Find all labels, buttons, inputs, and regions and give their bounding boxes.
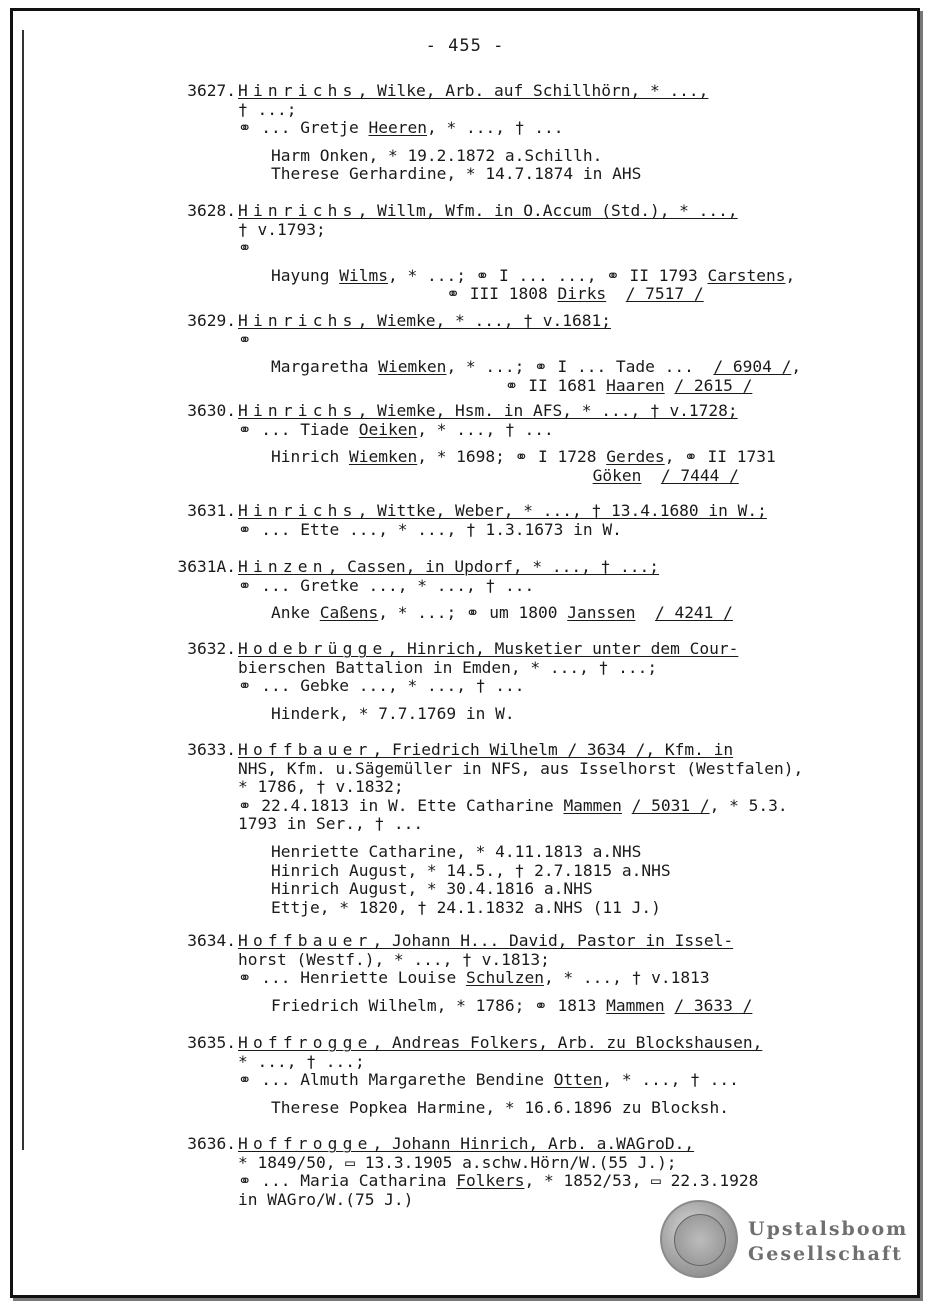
page-number: - 455 - <box>425 36 505 56</box>
entry-body <box>238 932 752 1015</box>
entry-line <box>238 677 738 696</box>
surname-heading: Hoffrogge <box>238 1033 373 1052</box>
text-segment: , * 1698; ⚭ I 1728 <box>417 447 607 467</box>
cross-reference: / 3634 / <box>567 740 646 759</box>
surname-heading: Hoffrogge <box>238 1134 373 1153</box>
entry-line <box>238 82 708 101</box>
entry-number: 3629. <box>187 311 236 330</box>
text-segment: Ettje, * 1820, † 24.1.1832 a.NHS (11 J.) <box>271 897 661 917</box>
text-segment <box>271 466 593 485</box>
text-segment: bierschen Battalion in Emden, * ..., † ...; <box>238 657 658 677</box>
text-segment: Hinrich <box>271 447 349 467</box>
text-segment: ⚭ ... Gretje <box>238 118 369 138</box>
text-segment: * 1786, † v.1832; <box>238 777 404 797</box>
child-line <box>271 1099 762 1118</box>
text-segment <box>665 376 675 395</box>
surname-heading: Hodebrügge <box>238 639 388 658</box>
entry-line <box>238 221 795 240</box>
entry-body <box>238 202 795 304</box>
child-line <box>271 899 803 918</box>
underlined-name: Heeren <box>368 118 427 138</box>
entry-body <box>238 82 708 184</box>
underlined-name: Oeiken <box>358 419 418 439</box>
text-segment: Margaretha <box>271 357 379 377</box>
text-segment: NHS, Kfm. u.Sägemüller in NFS, aus Isselhorst (Westfalen), <box>238 758 804 778</box>
entry-number: 3630. <box>187 401 236 420</box>
surname-heading: Hinrichs <box>238 311 358 330</box>
entry-line <box>238 1053 762 1072</box>
text-segment: , ⚭ II 1731 <box>664 447 776 467</box>
text-segment: † ...; <box>238 99 297 119</box>
text-segment: horst (Westf.), * ..., † v.1813; <box>238 949 550 969</box>
child-line <box>271 604 733 623</box>
text-segment: Therese Popkea Harmine, * 16.6.1896 zu Blocksh. <box>271 1097 730 1117</box>
entry-line <box>238 521 767 540</box>
entry-line <box>238 1034 762 1053</box>
entry-number: 3635. <box>187 1033 236 1052</box>
entry-line <box>238 1154 758 1173</box>
child-line <box>271 358 801 377</box>
text-segment: , * ...; ⚭ um 1800 <box>378 603 568 623</box>
surname-heading: Hoffbauer <box>238 740 373 759</box>
brand-line-1: Upstalsboom <box>748 1218 909 1240</box>
entry-line <box>238 778 803 797</box>
text-segment: 1793 in Ser., † ... <box>238 814 424 834</box>
entry-line <box>238 1071 762 1090</box>
entry-line <box>238 502 767 521</box>
underlined-name: , Willm, Wfm. in O.Accum (Std.), * ..., <box>357 201 738 220</box>
text-segment: , * ...; ⚭ I ... Tade ... <box>446 357 714 377</box>
entry-number: 3634. <box>187 931 236 950</box>
underlined-name: , Wiemke, * ..., † v.1681; <box>357 311 611 330</box>
underlined-name: , Johann H... David, Pastor in Issel- <box>372 931 734 950</box>
entry-body <box>238 312 801 395</box>
underlined-name: Mammen <box>563 795 622 815</box>
text-segment: * 1849/50, ▭ 13.3.1905 a.schw.Hörn/W.(55 J.); <box>238 1152 677 1172</box>
text-segment <box>635 603 655 622</box>
child-line <box>271 862 803 881</box>
underlined-name: Göken <box>592 465 642 485</box>
underlined-name: Caßens <box>319 603 379 623</box>
entry-body <box>238 502 767 539</box>
entry-line <box>238 577 733 596</box>
text-segment: ⚭ ... Tiade <box>238 419 359 439</box>
underlined-name: Folkers <box>456 1171 525 1191</box>
text-segment: , * ..., † ... <box>602 1070 739 1090</box>
underlined-name: Gerdes <box>606 447 665 467</box>
margin-line <box>22 30 24 1150</box>
text-segment: Hinderk, * 7.7.1769 in W. <box>271 703 515 723</box>
text-segment <box>665 996 675 1015</box>
text-segment: ⚭ ... Gretke ..., * ..., † ... <box>238 575 535 595</box>
entry-number: 3632. <box>187 639 236 658</box>
entry-number: 3633. <box>187 740 236 759</box>
text-segment: † v.1793; <box>238 219 326 239</box>
text-segment: ⚭ 22.4.1813 in W. Ette Catharine <box>238 795 564 815</box>
underlined-name: Otten <box>553 1070 603 1090</box>
entry-line <box>238 640 738 659</box>
surname-heading: Hinrichs <box>238 501 358 520</box>
child-line <box>271 377 801 396</box>
entry-line <box>238 402 776 421</box>
text-segment: , * 1852/53, ▭ 22.3.1928 <box>524 1171 759 1191</box>
entry-line <box>238 558 733 577</box>
text-segment: , * ..., † ... <box>417 419 554 439</box>
entry-line <box>238 421 776 440</box>
entry-body <box>238 1034 762 1117</box>
text-segment: * ..., † ...; <box>238 1051 365 1071</box>
cross-reference: / 7517 / <box>625 284 704 304</box>
text-segment: ⚭ II 1681 <box>271 375 607 395</box>
entry-number: 3628. <box>187 201 236 220</box>
upstalsboom-seal-icon <box>660 1200 738 1278</box>
entry-line <box>238 202 795 221</box>
underlined-name: , Friedrich Wilhelm <box>372 740 568 759</box>
entry-body <box>238 640 738 723</box>
text-segment: Friedrich Wilhelm, * 1786; ⚭ 1813 <box>271 995 607 1015</box>
entry-number: 3631A. <box>177 557 236 576</box>
text-segment: , <box>785 265 796 285</box>
text-segment: ⚭ ... Gebke ..., * ..., † ... <box>238 676 525 696</box>
entry-line <box>238 969 752 988</box>
entry-line <box>238 1172 758 1191</box>
brand-line-2: Gesellschaft <box>748 1243 903 1265</box>
underlined-name: Wilms <box>339 265 388 285</box>
text-segment: ⚭ <box>238 329 252 349</box>
child-line <box>271 267 795 286</box>
entry-line <box>238 932 752 951</box>
text-segment: Henriette Catharine, * 4.11.1813 a.NHS <box>271 841 642 861</box>
text-segment: ⚭ ... Henriette Louise <box>238 968 466 988</box>
child-line <box>271 147 708 166</box>
entry-body <box>238 1135 758 1209</box>
text-segment: , * ..., † ... <box>427 118 564 138</box>
entry-body <box>238 402 776 485</box>
child-line <box>271 467 776 486</box>
child-line <box>271 285 795 304</box>
text-segment: ⚭ III 1808 <box>271 284 558 304</box>
cross-reference: / 4241 / <box>654 603 733 623</box>
cross-reference: / 2615 / <box>674 375 753 395</box>
entry-line <box>238 815 803 834</box>
child-line <box>271 705 738 724</box>
text-segment: , * 5.3. <box>709 795 788 815</box>
entry-line <box>238 741 803 760</box>
entry-body <box>238 741 803 917</box>
entry-line <box>238 119 708 138</box>
underlined-name: Carstens <box>707 265 786 285</box>
underlined-name: Wiemken <box>348 447 418 467</box>
cross-reference: / 5031 / <box>631 795 710 815</box>
child-line <box>271 880 803 899</box>
entry-line <box>238 101 708 120</box>
entry-number: 3636. <box>187 1134 236 1153</box>
text-segment: Hinrich August, * 14.5., † 2.7.1815 a.NHS <box>271 860 671 880</box>
underlined-name: , Hinrich, Musketier unter dem Cour- <box>387 639 739 658</box>
text-segment: in WAGro/W.(75 J.) <box>238 1189 414 1209</box>
text-segment: ⚭ ... Maria Catharina <box>238 1171 457 1191</box>
child-line <box>271 843 803 862</box>
entry-line <box>238 659 738 678</box>
entry-line <box>238 797 803 816</box>
text-segment: Hayung <box>271 265 340 285</box>
text-segment: ⚭ ... Ette ..., * ..., † 1.3.1673 in W. <box>238 519 622 539</box>
underlined-name: Dirks <box>557 284 607 304</box>
entry-line <box>238 951 752 970</box>
underlined-name: , Kfm. in <box>645 740 734 759</box>
entry-number: 3631. <box>187 501 236 520</box>
entry-line <box>238 312 801 331</box>
text-segment: , * ...; ⚭ I ... ..., ⚭ II 1793 <box>387 265 708 285</box>
cross-reference: / 3633 / <box>674 995 753 1015</box>
underlined-name: , Johann Hinrich, Arb. a.WAGroD., <box>372 1134 695 1153</box>
text-segment: ⚭ ... Almuth Margarethe Bendine <box>238 1070 554 1090</box>
cross-reference: / 6904 / <box>713 357 792 377</box>
underlined-name: , Cassen, in Updorf, * ..., † ...; <box>327 557 660 576</box>
text-segment: Therese Gerhardine, * 14.7.1874 in AHS <box>271 164 642 184</box>
underlined-name: Mammen <box>606 995 665 1015</box>
entry-line <box>238 1135 758 1154</box>
entry-line <box>238 239 795 258</box>
text-segment <box>606 284 626 303</box>
underlined-name: Janssen <box>567 603 636 623</box>
cross-reference: / 7444 / <box>660 465 739 485</box>
surname-heading: Hinrichs <box>238 81 358 100</box>
text-segment: Hinrich August, * 30.4.1816 a.NHS <box>271 879 593 899</box>
text-segment <box>641 466 661 485</box>
child-line <box>271 165 708 184</box>
underlined-name: Schulzen <box>465 968 544 988</box>
entry-line <box>238 331 801 350</box>
surname-heading: Hinrichs <box>238 401 358 420</box>
child-line <box>271 997 752 1016</box>
text-segment: ⚭ <box>238 238 252 258</box>
underlined-name: , Andreas Folkers, Arb. zu Blockshausen, <box>372 1033 763 1052</box>
text-segment: , * ..., † v.1813 <box>543 968 710 988</box>
text-segment: , <box>791 357 802 377</box>
entry-number: 3627. <box>187 81 236 100</box>
underlined-name: , Wilke, Arb. auf Schillhörn, * ..., <box>357 81 709 100</box>
underlined-name: Haaren <box>606 375 665 395</box>
child-line <box>271 448 776 467</box>
underlined-name: , Wiemke, Hsm. in AFS, * ..., † v.1728; <box>357 401 738 420</box>
surname-heading: Hinrichs <box>238 201 358 220</box>
underlined-name: , Wittke, Weber, * ..., † 13.4.1680 in W.; <box>357 501 767 520</box>
surname-heading: Hinzen <box>238 557 328 576</box>
underlined-name: Wiemken <box>378 357 447 377</box>
entry-line <box>238 760 803 779</box>
text-segment: Harm Onken, * 19.2.1872 a.Schillh. <box>271 145 603 165</box>
surname-heading: Hoffbauer <box>238 931 373 950</box>
text-segment: Anke <box>271 603 320 623</box>
text-segment <box>622 796 632 815</box>
entry-body <box>238 558 733 623</box>
